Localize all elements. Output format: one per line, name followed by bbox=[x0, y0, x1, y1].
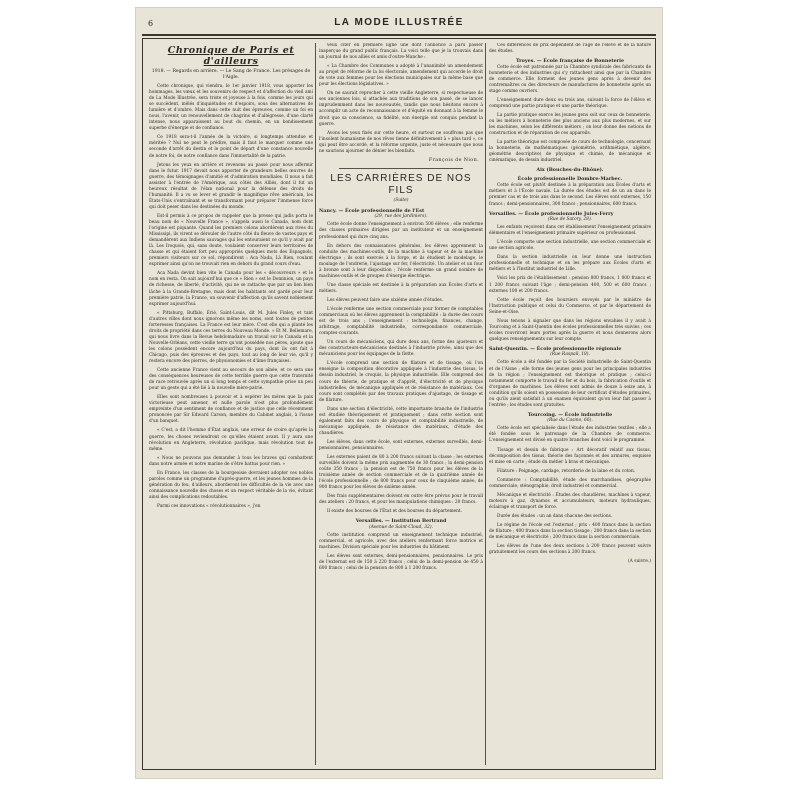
careers-title: LES CARRIÈRES DE NOS FILS bbox=[330, 172, 472, 196]
magazine-page bbox=[136, 8, 662, 778]
bertrand-address: (Avenue de Saint-Cloud, 32). bbox=[369, 524, 433, 530]
section-divider bbox=[339, 168, 463, 169]
paragraph: Les élèves peuvent faire une sixième année d'études. bbox=[327, 297, 444, 303]
paragraph: « La Chambre des Communes a adopté à l'unanimité un amendement au projet de réforme de la loi électorale, amendement qui accorde le droit de vote aux femmes pour les élections municipales sur la même base que pour les élections législatives. » bbox=[319, 64, 483, 88]
paragraph: Les externes paient de 80 à 200 francs suivant la classe ; les externes surveillés doivent la même prix augmentée de 30 francs ; la demi-pension coûte 350 francs ; la pension est de 750 francs pour les élèves de la troisième année de section commerciale et de la quatrième année de l'école professionnelle ; de 800 francs pour ceux de cinquième année, de 900 francs pour les élèves de sixième année. bbox=[319, 455, 483, 491]
paragraph: Une classe spéciale est destinée à la préparation aux Écoles d'arts et métiers. bbox=[319, 282, 483, 294]
bertrand-heading: Versailles. — Institution Bertrand bbox=[355, 518, 447, 525]
paragraph: Jetons les yeux en arrière et revenons au passé pour nous affermir dans le futur. 1917 devait nous apporter de grandeurs belles œuvres de guerre, des témoignages d'amitié et d'admiration mondiales. Il nous a fait assister à l'entrée de l'Amérique, aux côtés des Alliés, dont il fut un heureux résultat de l'élan national pour la défense des droits de l'humanité. Il a vu se lever et grandir le magnifique rêve américain, les États-Unis s'entraînant et se transformant pour préparer l'immense force qui doit peser dans les destinées du monde. bbox=[149, 162, 313, 210]
paragraph: Cette école reçoit des boursiers envoyés par le ministre de l'Instruction publique et celui du Commerce, et par le département de Seine-et-Oise. bbox=[489, 297, 651, 315]
column-3 bbox=[489, 43, 651, 765]
chronicle-summary: 1918. — Regards en arrière. — Le Sang de France. Les présages de l'Aigle. bbox=[151, 69, 311, 80]
paragraph: Avons les yeux fixés sur cette heure, et surtout ne souffrons pas que l'insolent humanisme de nos rêves tienne définitivement à « plus tard », ce qui peut être accordé, et la réforme urgente, juste et nécessaire que nous ne saurions ajourner de dénier les bienfaits. bbox=[319, 130, 483, 154]
paragraph: Cette ancienne France vient au secours de son aînée, et ce sera une des conséquences heureuses de cette terrible guerre que cette fraternité de race retrouvée après un si long temps et cette sympathie prise un peu pour un geste qui a été lié à la nouvelle mère-patrie. bbox=[149, 368, 313, 392]
aix-heading: Aix (Bouches-du-Rhône). bbox=[536, 167, 604, 174]
paragraph: Nous tenons à signaler que dans les régions envahies il y avait à Tourcoing et à Saint-Quentin des écoles professionnelles très suivies ; ces écoles rouvriront leurs portes après la guerre et nous donnerons alors quelques renseignements sur leur compte. bbox=[489, 318, 651, 342]
paragraph: Tissage et dessin de fabrique : Art décoratif relatif aux tissus, décomposition des tissus, théorie des façonnés et des armures, esquisse et mise en carte ; étude du métier à bras et mécanique. bbox=[489, 447, 651, 465]
careers-suite: (Suite) bbox=[393, 197, 409, 203]
careers-intro: Ces différences de prix dépendent de l'âge de l'élève et de la nature des études. bbox=[489, 43, 651, 55]
aix-body bbox=[489, 183, 651, 207]
paragraph: Filature : Peignage, cardage, retorderie de la laine et du coton. bbox=[497, 468, 636, 474]
tourcoing-heading: Tourcoing. — École industrielle bbox=[527, 411, 613, 418]
chronicle-signature: François de Nion. bbox=[428, 157, 479, 163]
paragraph: Ce 1918 sera-t-il l'année de la victoire, si longtemps attendue et méritée ? Nul ne peut le prédire, mais il faut le marquer comme une seconde d'arrêt du destin et le point de départ d'une constance nouvelle de notre foi, de notre confiance dans l'immortalité de la patrie. bbox=[149, 135, 313, 159]
troyes-body bbox=[489, 65, 651, 165]
bertrand-body bbox=[319, 533, 483, 572]
ferry-address: (Rue de Satory, 28). bbox=[547, 217, 593, 223]
paragraph: L'école comporte une section industrielle, une section commerciale et une section agricole. bbox=[489, 240, 651, 252]
page-frame bbox=[142, 38, 656, 770]
paragraph: Des frais supplémentaires doivent en outre être prévus pour le travail des ateliers : 20 francs, et pour les manipulations chimiques : 20 francs. bbox=[319, 494, 483, 506]
paragraph: Cette école est patronnée par la Chambre syndicale des fabricants de bonneterie et des industries qui s'y rattachent ainsi que par la Chambre de commerce. Elle forment des jeunes gens après à devenir des contremaîtres ou des directeurs de manufactures de bonneterie après un stage comme ouvriers. bbox=[489, 64, 651, 94]
paragraph: Les élèves sont externes, demi-pensionnaires, pensionnaires. Le prix de l'externat est de 150 à 220 francs ; celui de la demi-pension de 450 à 600 francs ; celui de la pension de 800 à 1 200 francs. bbox=[319, 554, 483, 572]
paragraph: En France, les classes de la bourgeoisie devraient adopter ces nobles paroles comme un programme d'après-guerre, et les jeunes hommes de la génération du feu, d'ailleurs, aborderont les difficultés de la vie avec une connaissance nouvelle des choses et un respect véritable de la vie, évitant ainsi des complications redoutables. bbox=[149, 470, 313, 500]
paragraph: Cette école est plutôt destinée à la préparation aux Écoles d'arts et métiers et à l'École navale. La durée des études est de un an dans le premier cas et de trois ans dans le second. Les élèves sont externes, 150 francs ; demi-pensionnaires, 300 francs ; pensionnaires, 600 francs. bbox=[489, 183, 651, 207]
nancy-address: (29, rue des Jardiniers). bbox=[374, 214, 428, 220]
paragraph: La partie pratique exerce les jeunes gens soit sur ceux de bonneterie, ou les métiers à bonneterie des plus anciens aux plus modernes, et sur les machines, selon les différents métiers ; on leur donne des notions de construction et de réparation de ces appareils. bbox=[489, 112, 651, 137]
nancy-heading: Nancy. — École professionnelle de l'Est bbox=[319, 207, 425, 214]
paragraph: Parmi ces innovations « révolutionnaires », j'en bbox=[157, 504, 261, 509]
to-be-continued: (A suivre.) bbox=[627, 559, 651, 565]
paragraph: L'école renferme une section commerciale pour former de comptables commerciaux où les élèves apprennent la comptabilité : la durée des cours est de trois ans ; l'enseignement : technologie, finances, change, arbitrage, comptabilité industrielle, correspondance commerciale, comptes-courants. bbox=[319, 307, 483, 337]
paragraph: « Pittsburg, Buffalo, Érié, Saint-Louis, dit M. Jules Finley, et tant d'autres villes dont nous ignorons même les noms, sont toutes de petites forteresses françaises. La France est leur mère. C'est elle qui a planté les droits de propriété dans ces terres du Nouveau Monde. » Et M. Bellemare, qui nous livre dans la Revue hebdomadaire un travail sur le Canada et la Nouvelle-Orléans, cette vieille terre qu'ont possédée nos pères, ajoute que les colons possèdent encore aujourd'hui du pays, dont ils ont fait à Chicago, puis des épreuves et des pays, tout au long de leur vie, qu'il y restera encore des pierres, de physionomies et d'âme françaises. bbox=[149, 310, 313, 365]
paragraph: On ne saurait reprocher à cette vieille Angleterre, si respectueuse de ses anciennes lois, si attachée aux traditions de son passé, de se lancer imprudemment dans les nouveautés, tandis que nous hésitons encore à accomplir un acte de reconnaissance et d'équité en donnant à la femme le droit que sa conscience, sa fidélité, son énergie ont conquis pendant la guerre. bbox=[319, 91, 483, 127]
column-rule bbox=[315, 43, 316, 765]
paragraph: Commerce : Comptabilité, étude des marchandises, géographie commerciale, sténographie, droit industriel et commercial. bbox=[489, 477, 651, 489]
masthead: LA MODE ILLUSTRÉE bbox=[334, 17, 464, 28]
page-header bbox=[142, 12, 656, 36]
troyes-heading: Troyes. — École française de Bonneterie bbox=[515, 58, 625, 65]
paragraph: Mécanique et électricité : Études des chaudières, machines à vapeur, moteurs à gaz, dynamos et accumulateurs, moteurs hydrauliques, éclairage et transport de force. bbox=[489, 492, 651, 510]
column-2 bbox=[319, 43, 483, 765]
chronicle-continued bbox=[319, 43, 483, 155]
paragraph: Est-il permis à ce propos de rappeler que la presse qui jadis porta le beau nom de « Nouvelle France », s'appela aussi le Canada, nom dont l'origine est piquante. Quand les premiers colons abordèrent aux rives du Mississipi, ils virent se dérouler de l'autre côté du fleuve de vastes pays et demandèrent aux Indiens sauvages qui les entouraient ce qu'il y avait par là. Les Iroquois, qui, sans doute, voulaient conserver leurs territoires de chasse et qui étaient fort peu appropriés quelques mots des Espagnols, premiers visiteurs sur ce sol, répondirent : Aca Nada, Là Rien, voulant exprimer ainsi qu'on ne trouvait rien en dehors du grand cours d'eau. bbox=[149, 213, 313, 268]
paragraph: Dans une section d'électricité, cette importante branche de l'industrie est étudiée théoriquement et pratiquement ; dans cette section sont également faits des cours de physique et comptabilité industrielle, de mécanique appliquée, de résistance des matériaux, d'étude des chaudières. bbox=[319, 406, 483, 436]
saint-quentin-heading: Saint-Quentin. — École professionnelle régionale bbox=[489, 345, 622, 352]
paragraph: Cette chronique, qui viendra, le 1er janvier 1918, vous apporter les hommages, les vœux et les souvenirs de respect et d'affection du vieil ami de La Mode Illustrée, sera triste et joyeuse à la fois, comme les jours qui se succèdent, mêlés d'inquiétudes et d'espoirs, sous des alternatives de lumière et d'ombre. Mais dans cette nuit des épreuves, comme un foi en nous, l'avenir, un renouvellement de chagrins et d'allégresse, d'une clarté intense, nous apparaissent au bout du chemin, en un bondissement superbe d'énergie et de confiance. bbox=[149, 84, 313, 132]
paragraph: Il existe des bourses de l'État et des bourses du département. bbox=[327, 509, 462, 515]
paragraph: veux citer en première ligne une dont l'annonce a paru passer inaperçue du grand public français. La voici telle que je la trouvais dans un journal de nos alliés et amis d'outre-Manche : bbox=[319, 43, 483, 61]
chronicle-title: Chronique de Paris et d'ailleurs bbox=[167, 45, 295, 67]
paragraph: Dans la section industrielle on leur donne une instruction professionnelle et technique et on les prépare aux Écoles d'arts et métiers et à l'Institut industriel de Lille. bbox=[489, 255, 651, 273]
paragraph: Les enfants reçoivent dans cet établissement l'enseignement primaire élémentaire et l'enseignement primaire supérieur ou professionnel. bbox=[489, 225, 651, 237]
paragraph: Elles sont nombreuses à pouvoir et à espérer les mères que la paix victorieuse peut amener, et nulle parole n'est plus profondément empreinte d'un sentiment de confiance et de justice que celle récemment prononcée par Sir Edward Carson, membre du Cabinet anglais, à l'issue d'un banquet. bbox=[149, 395, 313, 425]
paragraph: Cette institution comprend un enseignement technique industriel, commercial, et agricole, avec des ateliers renfermant force motrice et machines. Division spéciale pour les industries du bâtiment. bbox=[319, 533, 483, 551]
paragraph: En dehors des connaissances générales, les élèves apprennent la conduite des machines-outils, de la machine à vapeur et de la machine électrique ; ils sont exercés à la forge, et ils étudient le modelage, le moulage de l'ondrerie, l'ajustage sur fer, l'électricité. Un atelier et un four à bronze sont à leur disposition ; l'école renferme un grand nombre de machines-outils et de groupes d'énergie électrique. bbox=[319, 243, 483, 279]
ferry-heading: Versailles. — École professionnelle Jules-Ferry bbox=[489, 210, 614, 217]
nancy-body bbox=[319, 222, 483, 515]
paragraph: Voici les prix de l'établissement : pension 800 francs, 1 000 francs et 1 200 francs suivant l'âge ; demi-pension 400, 500 et 600 francs ; externes 100 et 200 francs. bbox=[489, 276, 651, 294]
paragraph: L'enseignement dure deux ou trois ans, suivant la force de l'élève et comprend une partie pratique et une partie théorique. bbox=[489, 97, 651, 109]
paragraph: Cette école a été fondée par la Société industrielle de Saint-Quentin et de l'Aisne ; elle forme des jeunes gens pour les principales industries de la région ; l'enseignement est théorique et pratique ; celui-ci notamment comporte le travail du fer et du bois, la fabrication d'outils et d'organes de machines. Les élèves sont admis de douze à seize ans, à condition qu'ils soient en possession de leur certificat d'études primaires, ou qu'ils aient satisfait à un examen équivalent qu'on leur fait passer à l'entrée ; les études sont gratuites. bbox=[489, 360, 651, 408]
paragraph: Le régime de l'école est l'externat ; prix : 400 francs dans la section de filature ; 400 francs dans la section tissage ; 200 francs dans la section de mécanique et électricité ; 200 francs dans la section commerciale. bbox=[489, 523, 651, 541]
paragraph: « Nous ne pouvons pas demander à tous les braves qui combattent dans notre armée et notre marine de s'être battus pour rien. » bbox=[149, 455, 313, 467]
paragraph: Les élèves, dans cette école, sont externes, externes surveillés, demi-pensionnaires, pensionnaires. bbox=[319, 439, 483, 451]
column-1 bbox=[149, 43, 313, 765]
tourcoing-address: (Rue du Casino, 66). bbox=[547, 418, 593, 424]
page-number: 6 bbox=[148, 19, 154, 28]
paragraph: Aca Nada devint bien vite le Canada pour les « découvreurs » et le nom en resta. On sait aujourd'hui que ce « Rien » est le Dominion, un pays de richesse, de liberté, d'activité, qui ne se rattache que par un lien bien lâche à la Grande-Bretagne, mais dont les habitants ont gardé pour leur première patrie, la France, un souvenir d'affection qu'ils savent noblement exprimer aujourd'hui. bbox=[149, 271, 313, 307]
tourcoing-body bbox=[489, 426, 651, 556]
saint-quentin-body bbox=[489, 360, 651, 408]
aix-subheading: École professionnelle Dombre-Marbec. bbox=[517, 176, 623, 183]
paragraph: La partie théorique est composée de cours de technologie, concernant la bonneterie, de mathématiques (géométrie, arithmétique, algèbre, géométrie descriptive) de physique et chimie, de mécanique et cinématique, de dessin industriel. bbox=[489, 140, 651, 164]
ferry-body bbox=[489, 225, 651, 343]
paragraph: Cette école est spécialisée dans l'étude des industries textiles ; elle a été fondée sous le patronage de la Chambre de commerce. L'enseignement est divisé en quatre branches dont voici le programme. bbox=[489, 426, 651, 444]
paragraph: Durée des études : un an dans chacune des sections. bbox=[497, 513, 613, 519]
paragraph: « C'est, a dit l'homme d'État anglais, une erreur de croire qu'après la guerre, les choses reviendront ce qu'elles étaient avant. Il y aura une révolution en Angleterre, révolution pacifique, mais révolution tout de même. bbox=[149, 428, 313, 452]
column-rule bbox=[485, 43, 486, 765]
paragraph: Un cours de mécaniciens, qui dure deux ans, forme des ajusteurs et des constructeurs-mécaniciens destinés à l'industrie privée, ainsi que des mécaniciens pour les équipages de la flotte. bbox=[319, 340, 483, 358]
paragraph: L'école comprend une section de filature et de tissage, où l'on enseigne la composition décorative appliquée à l'industrie des tissus, le dessin industriel, le croquis, la physique industrielle. Elle comprend des cours de théorie, de pratique et d'apprêt, d'électricité et de physique industrielles, de mécanique appliquée et de résistance de matériaux. Ces cours sont complétés par des travaux pratiques d'ajustage, de tissage et de filature. bbox=[319, 361, 483, 403]
paragraph: Cette école donne l'enseignement à environ 500 élèves ; elle renferme des classes primaires dirigées par un instituteur et un enseignement professionnel qui dure cinq ans. bbox=[319, 222, 483, 240]
chronicle-body bbox=[149, 84, 313, 510]
paragraph: Les élèves de l'une des deux sections à 200 francs peuvent suivre gratuitement les cours des sections à 200 francs. bbox=[489, 544, 651, 556]
saint-quentin-address: (Rue Raspail, 18). bbox=[550, 352, 590, 358]
